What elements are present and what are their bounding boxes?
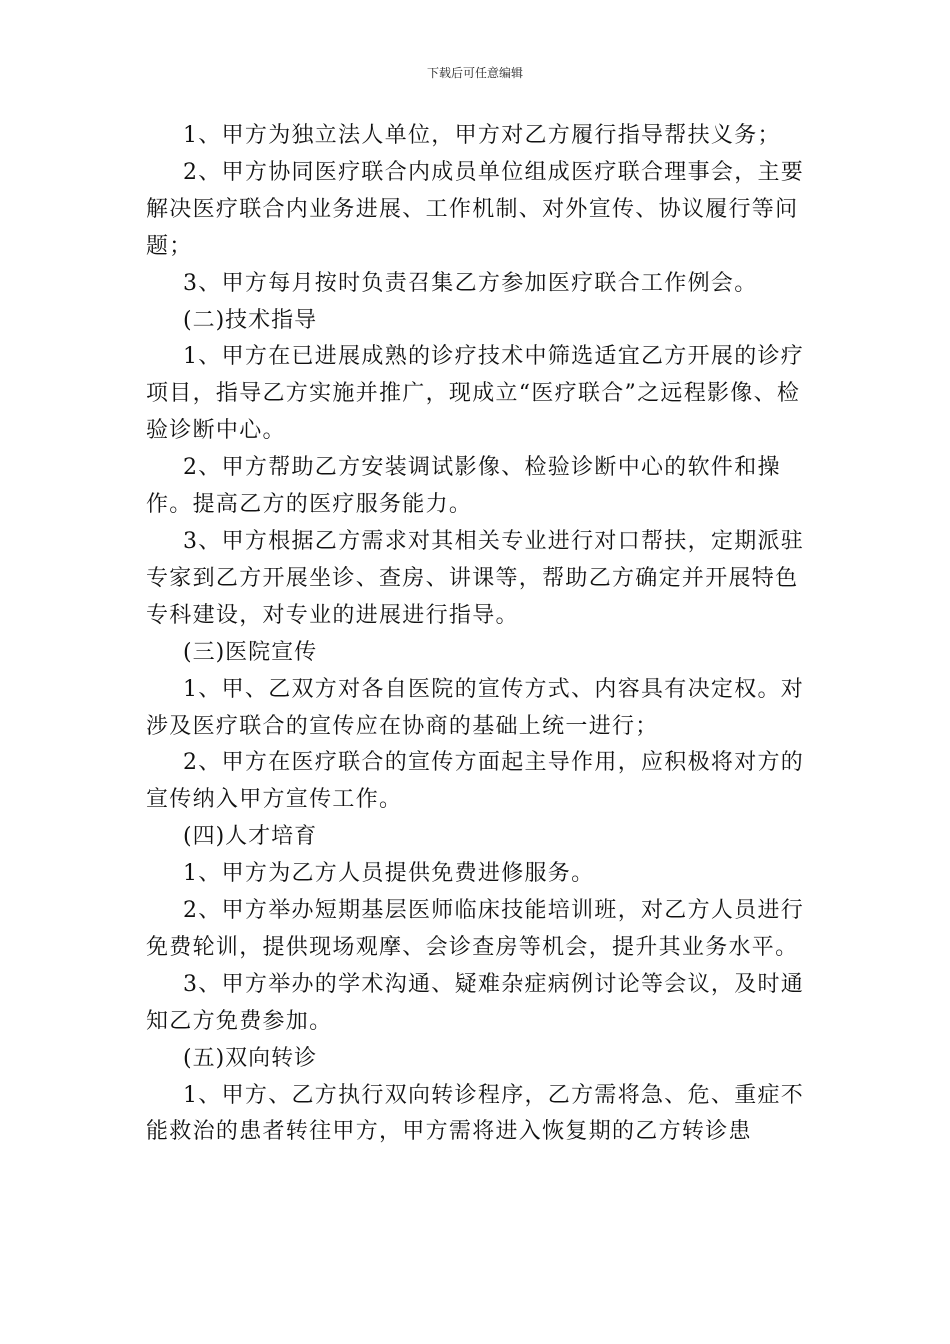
paragraph-training-2: 2、甲方举办短期基层医师临床技能培训班，对乙方人员进行免费轮训，提供现场观摩、会诊查房等机会，提升其业务水平。 — [146, 898, 805, 960]
paragraph-referral-1: 1、甲方、乙方执行双向转诊程序，乙方需将急、危、重症不能救治的患者转往甲方，甲方需将进入恢复期的乙方转诊患 — [146, 1082, 805, 1145]
section-heading-hospital-publicity: (三)医院宣传 — [183, 639, 318, 665]
paragraph-governance-2: 2、甲方协同医疗联合内成员单位组成医疗联合理事会，主要解决医疗联合内业务进展、工作机制、对外宣传、协议履行等问题； — [146, 159, 805, 259]
section-heading-technical-guidance: (二)技术指导 — [183, 307, 318, 333]
paragraph-publicity-2: 2、甲方在医疗联合的宣传方面起主导作用，应积极将对方的宣传纳入甲方宣传工作。 — [146, 750, 805, 813]
paragraph-training-3: 3、甲方举办的学术沟通、疑难杂症病例讨论等会议，及时通知乙方免费参加。 — [146, 971, 805, 1034]
section-heading-talent-training: (四)人才培育 — [183, 824, 318, 850]
paragraph-technical-2: 2、甲方帮助乙方安装调试影像、检验诊断中心的软件和操作。提高乙方的医疗服务能力。 — [146, 455, 781, 518]
document-body — [146, 118, 806, 1151]
paragraph-training-1: 1、甲方为乙方人员提供免费进修服务。 — [183, 861, 595, 887]
paragraph-governance-1: 1、甲方为独立法人单位，甲方对乙方履行指导帮扶义务； — [183, 123, 781, 148]
paragraph-governance-3: 3、甲方每月按时负责召集乙方参加医疗联合工作例会。 — [183, 270, 758, 296]
section-heading-two-way-referral: (五)双向转诊 — [183, 1045, 318, 1071]
paragraph-publicity-1: 1、甲、乙双方对各自医院的宣传方式、内容具有决定权。对涉及医疗联合的宣传应在协商的基础上统一进行； — [146, 676, 805, 739]
paragraph-technical-3: 3、甲方根据乙方需求对其相关专业进行对口帮扶，定期派驻专家到乙方开展坐诊、查房、讲课等，帮助乙方确定并开展特色专科建设，对专业的进展进行指导。 — [146, 528, 805, 628]
page-header: 下载后可任意编辑 — [426, 66, 523, 80]
paragraph-technical-1: 1、甲方在已进展成熟的诊疗技术中筛选适宜乙方开展的诊疗项目，指导乙方实施并推广，现成立“医疗联合”之远程影像、检验诊断中心。 — [146, 344, 805, 444]
